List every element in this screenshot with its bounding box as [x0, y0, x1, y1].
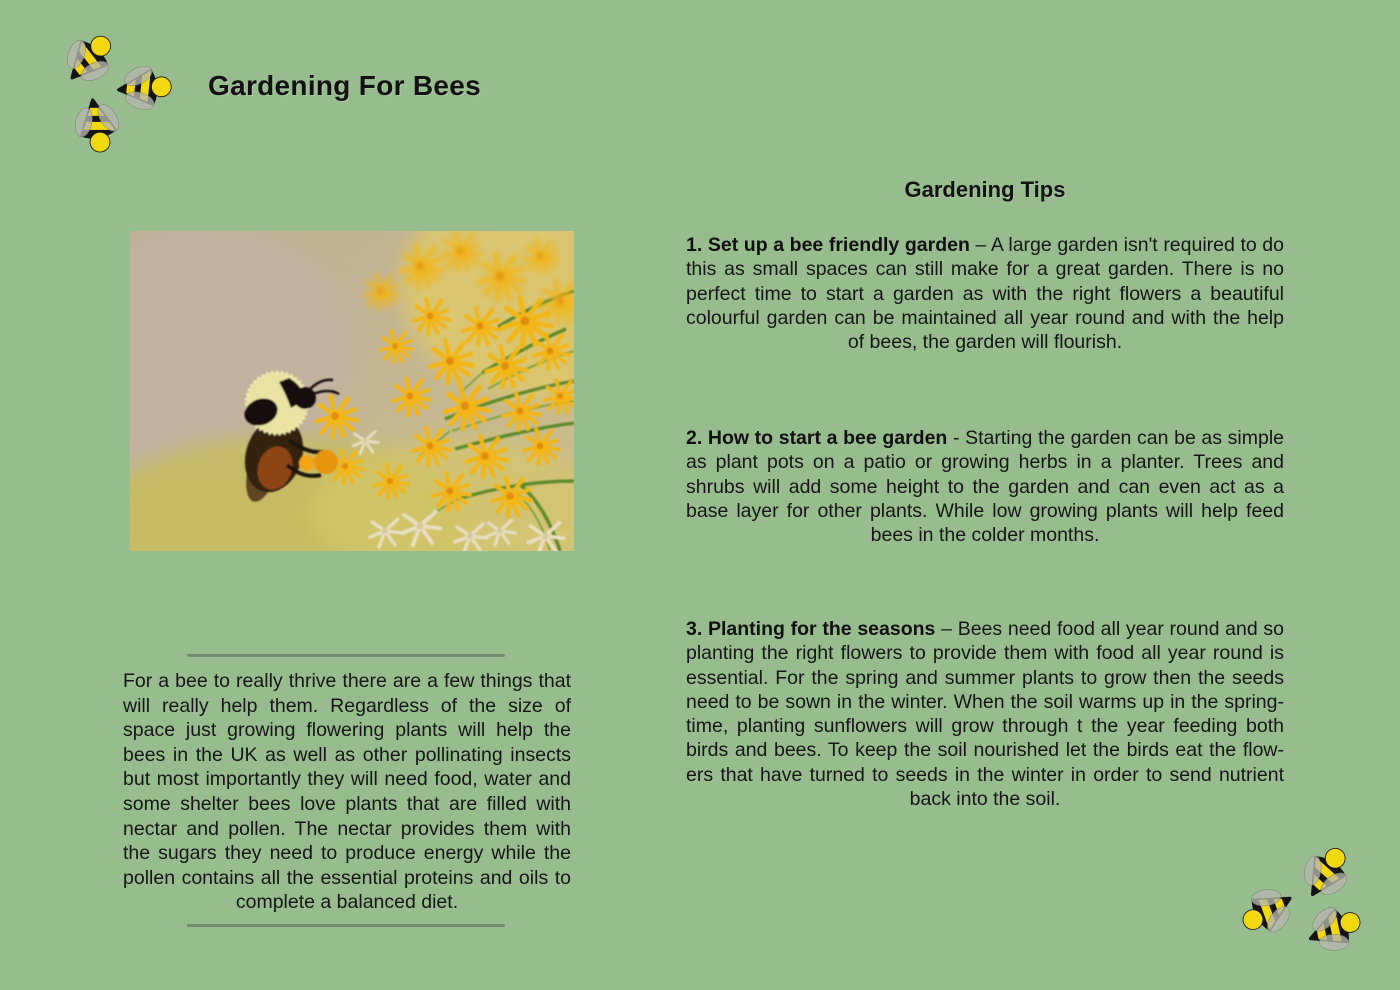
divider-top [187, 654, 505, 657]
tip-3 [686, 617, 1284, 811]
tip-1-title: 1. Set up a bee friendly garden [686, 234, 970, 256]
tip-3-title: 3. Planting for the seasons [686, 618, 936, 640]
bee-icon [61, 89, 133, 161]
tip-1-body: A large garden isn't required to do this as small spaces can still make for a great garden. There is no perfect time to start a garden as with the right flowers a beautiful colourful garden can be maintained all year round and with the help of bees, the garden will flourish. [686, 234, 1284, 354]
bee-icon [1294, 889, 1375, 970]
tip-1-separator: – [969, 234, 991, 256]
tip-2-body: Starting the garden can be as simple as plant pots on a patio or growing herbs in a planter. Trees and shrubs will add some height to the garden and can even act as a base layer for other plants. While low growing plants will help feed bees in the colder months. [686, 427, 1284, 547]
divider-bottom [187, 924, 505, 927]
tip-2-title: 2. How to start a bee garden [686, 427, 948, 449]
tip-2-separator: - [947, 427, 966, 449]
tip-3-separator: – [935, 618, 958, 640]
bee-photo [130, 231, 574, 551]
page-title: Gardening For Bees [208, 70, 482, 101]
intro-paragraph: For a bee to really thrive there are a few things that will really help them. Regardless of the size of space just growing flowering plants will help the bees in the UK as well as other pollinating insects but most importantly they will need food, water and some shelter bees love plants that are filled with nectar and pollen. The nectar provides them with the sugars they need to produce energy while the pollen contains all the essential proteins and oils to complete a balanced diet. [123, 670, 571, 914]
tip-3-body: Bees need food all year round and so planting the right flowers to provide them with food all year round is essential. For the spring and summer plants to grow then the seeds need to be sown in the winter. When the soil warms up in the springtime, planting sunflowers will grow through t the year feeding both birds and bees. To keep the soil nourished let the birds eat the flowers that have turned to seeds in the winter in order to send nutrient back into the soil. [686, 618, 1284, 811]
tip-2 [686, 426, 1284, 547]
tips-heading: Gardening Tips [904, 177, 1066, 202]
tip-1 [686, 233, 1284, 354]
